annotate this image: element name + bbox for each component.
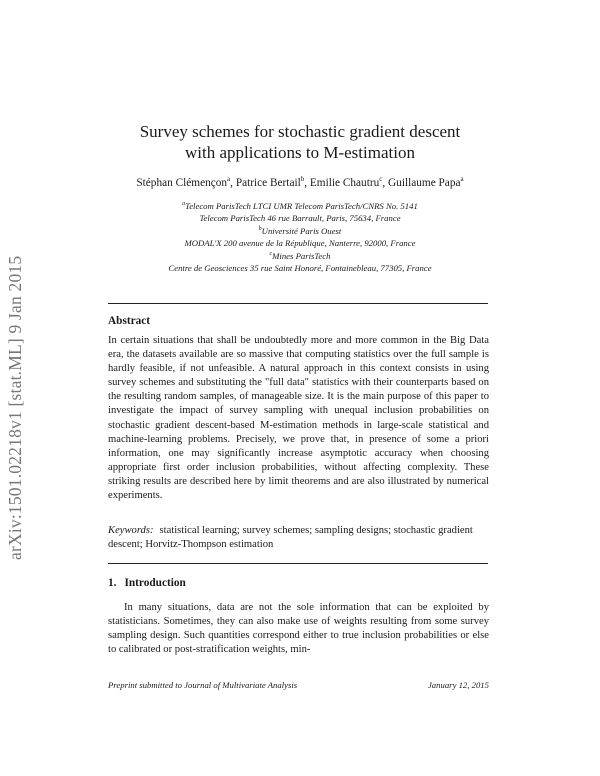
author-affiliation-mark: c [379, 175, 383, 184]
section-heading [108, 577, 186, 589]
keywords-text: statistical learning; survey schemes; sampling designs; stochastic gradient descent; Horvitz-Thompson estimation [108, 525, 473, 551]
keywords-label: Keywords: [108, 525, 154, 536]
affiliation-line: MODAL'X 200 avenue de la République, Nanterre, 92000, France [184, 238, 416, 249]
affiliation-line: $^c$Mines ParisTech [269, 250, 331, 261]
affiliation-line: Telecom ParisTech 46 rue Barrault, Paris, 75634, France [199, 213, 401, 224]
author-name: Patrice Bertail [235, 177, 301, 189]
author-name: Stéphan Clémençon [136, 177, 228, 189]
abstract-bottom-rule [108, 563, 488, 564]
affiliation-list [100, 200, 500, 274]
arxiv-identifier-stamp[interactable]: arXiv:1501.02218v1 [stat.ML] 9 Jan 2015 [5, 255, 25, 560]
author-affiliation-mark: a [460, 175, 464, 184]
title-line-2: with applications to M-estimation [185, 143, 415, 162]
affiliation-mark: c [269, 250, 273, 257]
author-list: Stéphan Clémençon$^a$, Patrice Bertail$^b$, Emilie Chautru$^c$, Guillaume Papa$^a$ [136, 175, 464, 189]
section-title: Introduction [124, 577, 186, 589]
author-affiliation-mark: a [227, 175, 231, 184]
footer-date: January 12, 2015 [427, 680, 489, 690]
affiliation-mark: a [182, 201, 186, 208]
title-line-1: Survey schemes for stochastic gradient descent [139, 122, 461, 141]
affiliation-line: Centre de Geosciences 35 rue Saint Honoré, Fontainebleau, 77305, France [168, 263, 432, 274]
page-footer [108, 680, 489, 690]
introduction-paragraph: In many situations, data are not the sole information that can be exploited by statisticians. Sometimes, they can also make use of weights resulting from some survey sampling design. Such quantities correspond either to true inclusion probabilities or else to calibrated or post-stratification weights, min- [108, 602, 489, 656]
author-name: Emilie Chautru [309, 177, 380, 189]
affiliation-mark: b [258, 225, 262, 232]
keywords [108, 524, 489, 552]
affiliation-line: $^b$Université Paris Ouest [258, 225, 342, 236]
author-affiliation-mark: b [300, 175, 305, 184]
author-name: Guillaume Papa [388, 177, 461, 189]
paper-title [100, 121, 500, 163]
affiliation-line: $^a$Telecom ParisTech LTCI UMR Telecom ParisTech/CNRS No. 5141 [182, 201, 418, 211]
abstract-top-rule [108, 303, 488, 304]
footer-journal-note: Preprint submitted to Journal of Multivariate Analysis [108, 680, 298, 690]
abstract-text: In certain situations that shall be undoubtedly more and more common in the Big Data era, the datasets available are so massive that computing statistics over the full sample is hardly feasible, if not unfeasible. A natural approach in this context consists in using survey schemes and substituting the "full data" statistics with their counterparts based on the resulting random samples, of manageable size. It is the main purpose of this paper to investigate the impact of survey sampling with unequal inclusion probabilities on stochastic gradient descent-based M-estimation methods in large-scale statistical and machine-learning problems. Precisely, we prove that, in presence of some a priori information, one may significantly increase asymptotic accuracy when choosing appropriate first order inclusion probabilities, without affecting complexity. These striking results are described here by limit theorems and are also illustrated by numerical experiments. [108, 335, 489, 502]
section-number: 1. [108, 577, 117, 589]
abstract-heading: Abstract [108, 315, 151, 327]
